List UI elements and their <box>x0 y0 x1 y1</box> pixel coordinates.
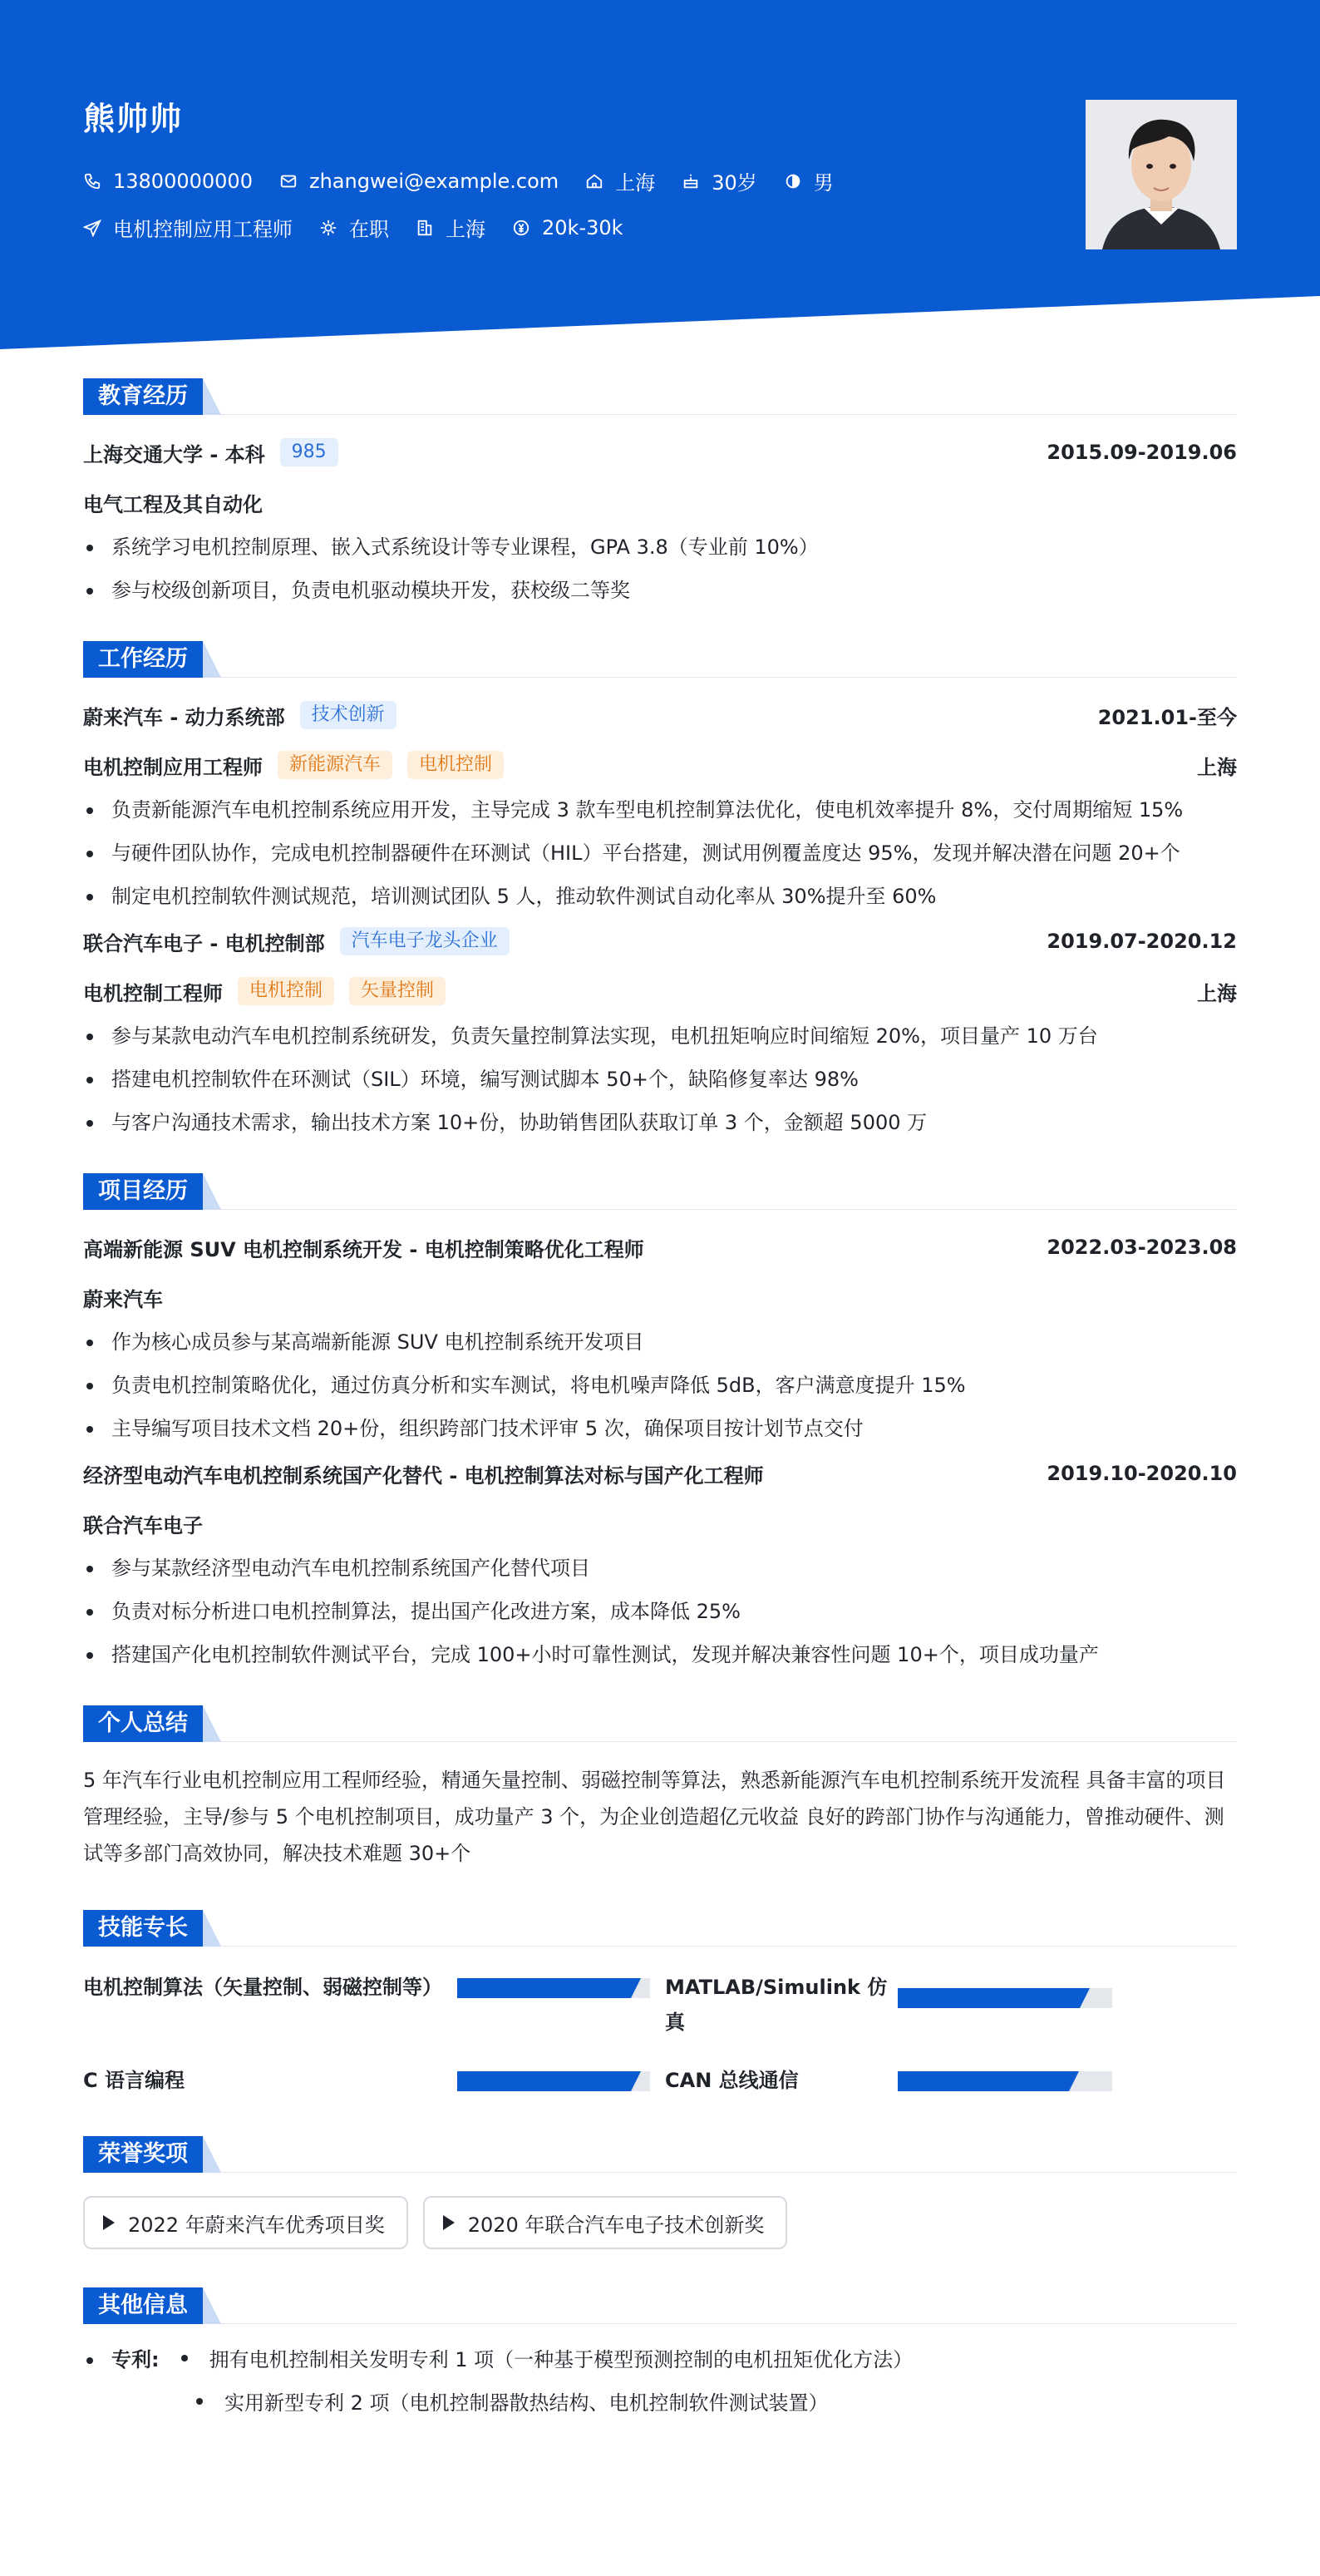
project-name: 高端新能源 SUV 电机控制系统开发 - 电机控制策略优化工程师 <box>83 1237 644 1261</box>
education-major-row <box>83 488 1237 516</box>
list-item: 作为核心成员参与某高端新能源 SUV 电机控制系统开发项目 <box>83 1330 1237 1355</box>
list-item: 主导编写项目技术文档 20+份，组织跨部门技术评审 5 次，确保项目按计划节点交付 <box>83 1416 1237 1441</box>
school-badge: 985 <box>280 438 338 466</box>
skills-grid <box>83 1970 1237 2098</box>
list-item: 参与某款经济型电动汽车电机控制系统国产化替代项目 <box>83 1556 1237 1581</box>
list-item: 参与校级创新项目，负责电机驱动模块开发，获校级二等奖 <box>83 578 1237 603</box>
phone-item <box>83 170 253 193</box>
skill-bar <box>898 2071 1112 2091</box>
work-bullets <box>83 797 1237 909</box>
role-tag: 电机控制 <box>407 751 504 779</box>
age-text: 30岁 <box>712 171 757 195</box>
section-header <box>83 1705 1237 1742</box>
skill-fill <box>457 1978 631 1998</box>
phone-icon <box>83 172 101 190</box>
work-city: 上海 <box>1197 981 1237 1005</box>
company-name: 蔚来汽车 - 动力系统部 <box>83 705 285 729</box>
send-icon <box>83 219 101 237</box>
section-header <box>83 2287 1237 2324</box>
location-text: 上海 <box>615 171 656 195</box>
age-item <box>682 166 757 195</box>
award-chip <box>83 2196 408 2249</box>
company-badge: 技术创新 <box>300 701 396 729</box>
role-tag: 矢量控制 <box>349 977 446 1005</box>
target-role-item <box>83 213 293 242</box>
role-row <box>83 751 1237 779</box>
list-item: 搭建国产化电机控制软件测试平台，完成 100+小时可靠性测试，发现并解决兼容性问题 10+个，项目成功量产 <box>83 1642 1237 1667</box>
skill-fill <box>898 2071 1069 2091</box>
section-header <box>83 1910 1237 1947</box>
project-bullets <box>83 1330 1237 1441</box>
patent-text: 拥有电机控制相关发明专利 1 项（一种基于模型预测控制的电机扭矩优化方法） <box>209 2348 914 2371</box>
section-title: 教育经历 <box>83 378 203 415</box>
skills-section <box>83 1910 1237 2098</box>
bullet-dot <box>196 2398 203 2405</box>
company-badge: 汽车电子龙头企业 <box>340 927 510 955</box>
role-name: 电机控制工程师 <box>83 981 223 1005</box>
work-entry <box>83 701 1237 909</box>
project-org: 蔚来汽车 <box>83 1287 163 1311</box>
phone-text: 13800000000 <box>113 169 253 193</box>
role-tag: 电机控制 <box>238 977 334 1005</box>
project-entry <box>83 1233 1237 1441</box>
other-section <box>83 2287 1237 2416</box>
education-period: 2015.09-2019.06 <box>1047 441 1237 464</box>
section-header <box>83 1173 1237 1210</box>
play-icon <box>443 2215 455 2230</box>
other-list <box>83 2347 1237 2416</box>
project-org: 联合汽车电子 <box>83 1513 203 1537</box>
section-title: 项目经历 <box>83 1173 203 1210</box>
project-name: 经济型电动汽车电机控制系统国产化替代 - 电机控制算法对标与国产化工程师 <box>83 1463 764 1488</box>
skill-fill <box>898 1988 1080 2008</box>
list-item: 系统学习电机控制原理、嵌入式系统设计等专业课程，GPA 3.8（专业前 10%） <box>83 535 1237 560</box>
gender-icon <box>784 172 802 190</box>
company-name: 联合汽车电子 - 电机控制部 <box>83 931 325 955</box>
email-item <box>279 170 559 193</box>
section-title: 其他信息 <box>83 2287 203 2324</box>
project-head <box>83 1233 1237 1261</box>
location-item <box>585 166 655 195</box>
work-section <box>83 641 1237 1135</box>
project-entry <box>83 1459 1237 1667</box>
work-bullets <box>83 1024 1237 1135</box>
skill-bar <box>898 1988 1112 2008</box>
resume-body <box>83 378 1237 2454</box>
projects-section <box>83 1173 1237 1667</box>
skill-fill <box>457 2071 631 2091</box>
section-header <box>83 2136 1237 2173</box>
mail-icon <box>279 172 298 190</box>
list-item: 负责新能源汽车电机控制系统应用开发，主导完成 3 款车型电机控制算法优化，使电机效率提升 8%，交付周期缩短 15% <box>83 797 1237 822</box>
education-section <box>83 378 1237 603</box>
skill-name: CAN 总线通信 <box>665 2069 799 2092</box>
school-name: 上海交通大学 - 本科 <box>83 442 265 466</box>
job-status-item <box>319 213 389 242</box>
skill-item <box>83 1970 665 2040</box>
role-tag: 新能源汽车 <box>278 751 392 779</box>
skill-name: 电机控制算法（矢量控制、弱磁控制等） <box>83 1976 442 1999</box>
work-entry <box>83 927 1237 1135</box>
gender-item <box>784 166 834 195</box>
project-period: 2019.10-2020.10 <box>1047 1462 1237 1485</box>
gender-text: 男 <box>813 171 834 195</box>
education-bullets <box>83 535 1237 603</box>
work-period: 2021.01-至今 <box>1097 705 1237 729</box>
list-item: 参与某款电动汽车电机控制系统研发，负责矢量控制算法实现，电机扭矩响应时间缩短 20%，项目量产 10 万台 <box>83 1024 1237 1049</box>
role-row <box>83 977 1237 1005</box>
skill-bar <box>457 1978 650 1998</box>
list-item <box>83 2391 1237 2416</box>
home-icon <box>585 172 603 190</box>
section-header <box>83 641 1237 678</box>
bullet-dot <box>181 2355 188 2361</box>
summary-section <box>83 1705 1237 1872</box>
work-period: 2019.07-2020.12 <box>1047 930 1237 953</box>
list-item <box>83 2347 1237 2372</box>
role-name: 电机控制应用工程师 <box>83 755 263 779</box>
cake-icon <box>682 172 700 190</box>
skill-name: MATLAB/Simulink 仿真 <box>665 1976 888 2034</box>
list-item: 负责电机控制策略优化，通过仿真分析和实车测试，将电机噪声降低 5dB，客户满意度提升 15% <box>83 1373 1237 1398</box>
list-item: 与客户沟通技术需求，输出技术方案 10+份，协助销售团队获取订单 3 个，金额超 5000 万 <box>83 1110 1237 1135</box>
work-head <box>83 927 1237 955</box>
skill-item <box>665 1970 1237 2040</box>
list-item: 搭建电机控制软件在环测试（SIL）环境，编写测试脚本 50+个，缺陷修复率达 98% <box>83 1067 1237 1092</box>
work-city: 上海 <box>1197 755 1237 779</box>
target-role-text: 电机控制应用工程师 <box>113 218 293 241</box>
building-icon <box>416 219 434 237</box>
target-city-item <box>416 213 485 242</box>
profile-photo <box>1086 100 1237 249</box>
play-icon <box>103 2215 115 2230</box>
award-text: 2020 年联合汽车电子技术创新奖 <box>467 2213 765 2237</box>
email-text: zhangwei@example.com <box>308 169 559 193</box>
salary-item <box>512 216 623 239</box>
section-title: 工作经历 <box>83 641 203 678</box>
project-org-row <box>83 1509 1237 1537</box>
education-head <box>83 438 1237 466</box>
section-title: 个人总结 <box>83 1705 203 1742</box>
section-header <box>83 378 1237 415</box>
contact-row <box>83 166 860 195</box>
awards-section <box>83 2136 1237 2249</box>
candidate-name: 熊帅帅 <box>83 101 184 137</box>
work-head <box>83 701 1237 729</box>
award-text: 2022 年蔚来汽车优秀项目奖 <box>128 2213 385 2237</box>
award-chip <box>423 2196 788 2249</box>
project-org-row <box>83 1283 1237 1311</box>
skill-bar <box>457 2071 650 2091</box>
project-bullets <box>83 1556 1237 1667</box>
job-status-text: 在职 <box>349 218 389 241</box>
list-item: 负责对标分析进口电机控制算法，提出国产化改进方案，成本降低 25% <box>83 1599 1237 1624</box>
skill-name: C 语言编程 <box>83 2069 185 2092</box>
patent-text: 实用新型专利 2 项（电机控制器散热结构、电机控制软件测试装置） <box>224 2391 829 2415</box>
salary-text: 20k-30k <box>542 215 623 239</box>
target-city-text: 上海 <box>446 218 485 241</box>
section-title: 荣誉奖项 <box>83 2136 203 2173</box>
yen-icon <box>512 219 530 237</box>
job-intent-row <box>83 213 650 242</box>
list-item: 与硬件团队协作，完成电机控制器硬件在环测试（HIL）平台搭建，测试用例覆盖度达 95%，发现并解决潜在问题 20+个 <box>83 841 1237 866</box>
awards-list <box>83 2196 1237 2249</box>
list-item: 制定电机控制软件测试规范，培训测试团队 5 人，推动软件测试自动化率从 30%提升至 60% <box>83 884 1237 909</box>
section-title: 技能专长 <box>83 1910 203 1947</box>
skill-item <box>665 2063 1237 2098</box>
patent-label: 专利: <box>111 2348 160 2371</box>
skill-item <box>83 2063 665 2098</box>
summary-text: 5 年汽车行业电机控制应用工程师经验，精通矢量控制、弱磁控制等算法，熟悉新能源汽车电机控制系统开发流程 具备丰富的项目管理经验，主导/参与 5 个电机控制项目，成功量产 3 个，为企业创造超亿元收益 良好的跨部门协作与沟通能力，曾推动硬件、测试等多部门高效协同，解决技术难题 30+个 <box>83 1769 1226 1865</box>
project-head <box>83 1459 1237 1488</box>
major-name: 电气工程及其自动化 <box>83 492 263 516</box>
project-period: 2022.03-2023.08 <box>1047 1236 1237 1259</box>
status-icon <box>319 219 337 237</box>
